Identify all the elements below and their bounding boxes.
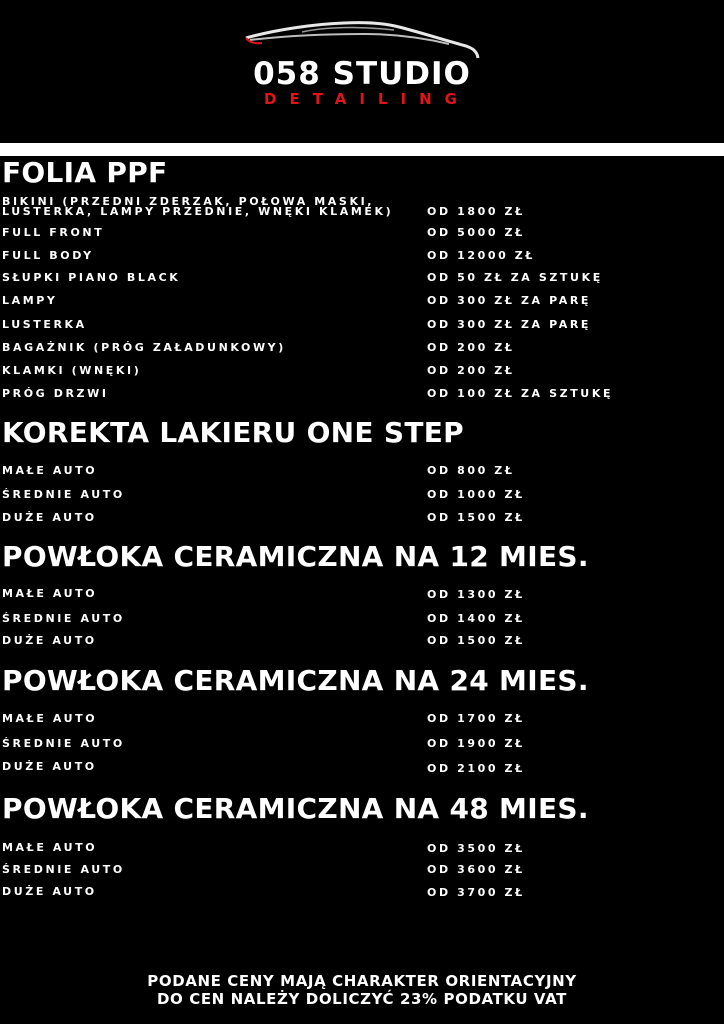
item-price: OD 1900 ZŁ	[427, 737, 525, 750]
item-name: ŚREDNIE AUTO	[2, 612, 125, 625]
item-price: OD 3500 ZŁ	[427, 842, 525, 855]
item-name: BIKINI (PRZEDNI ZDERZAK, POŁOWA MASKI,	[2, 195, 375, 208]
footer-line-1: PODANE CENY MAJĄ CHARAKTER ORIENTACYJNY	[147, 972, 577, 990]
item-name: ŚREDNIE AUTO	[2, 863, 125, 876]
footer-line-2: DO CEN NALEŻY DOLICZYĆ 23% PODATKU VAT	[157, 990, 567, 1008]
item-price: OD 50 ZŁ ZA SZTUKĘ	[427, 271, 603, 284]
item-price: OD 3600 ZŁ	[427, 863, 525, 876]
item-price: OD 12000 ZŁ	[427, 249, 536, 262]
price-list	[0, 156, 724, 1024]
item-name: DUŻE AUTO	[2, 760, 97, 773]
item-price: OD 300 ZŁ ZA PARĘ	[427, 294, 592, 307]
footer-note	[0, 972, 724, 1008]
item-price: OD 1800 ZŁ	[427, 205, 525, 218]
brand-tagline: DETAILING	[264, 90, 470, 108]
brand-name: 058 STUDIO	[253, 56, 471, 92]
item-name: MAŁE AUTO	[2, 841, 98, 854]
header	[0, 0, 724, 143]
item-name: KLAMKI (WNĘKI)	[2, 364, 142, 377]
item-name: ŚREDNIE AUTO	[2, 737, 125, 750]
section-title-folia-ppf: FOLIA PPF	[2, 156, 168, 189]
section-title-ceramic-24: POWŁOKA CERAMICZNA NA 24 MIES.	[2, 664, 589, 697]
item-name: ŚREDNIE AUTO	[2, 488, 125, 501]
item-price: OD 1500 ZŁ	[427, 511, 525, 524]
item-name: MAŁE AUTO	[2, 587, 98, 600]
section-title-ceramic-12: POWŁOKA CERAMICZNA NA 12 MIES.	[2, 540, 589, 573]
item-price: OD 200 ZŁ	[427, 364, 515, 377]
item-name: BAGAŻNIK (PRÓG ZAŁADUNKOWY)	[2, 341, 286, 354]
header-divider	[0, 143, 724, 156]
item-price: OD 1700 ZŁ	[427, 712, 525, 725]
item-name: SŁUPKI PIANO BLACK	[2, 271, 181, 284]
item-name: PRÓG DRZWI	[2, 387, 109, 400]
item-name: DUŻE AUTO	[2, 634, 97, 647]
item-name: MAŁE AUTO	[2, 464, 98, 477]
item-name-continued: LUSTERKA, LAMPY PRZEDNIE, WNĘKI KLAMEK)	[2, 205, 394, 218]
item-price: OD 1000 ZŁ	[427, 488, 525, 501]
item-price: OD 100 ZŁ ZA SZTUKĘ	[427, 387, 614, 400]
item-price: OD 5000 ZŁ	[427, 226, 525, 239]
item-price: OD 1300 ZŁ	[427, 588, 525, 601]
item-name: FULL BODY	[2, 249, 94, 262]
item-price: OD 1400 ZŁ	[427, 612, 525, 625]
section-title-ceramic-48: POWŁOKA CERAMICZNA NA 48 MIES.	[2, 792, 589, 825]
item-price: OD 3700 ZŁ	[427, 886, 525, 899]
item-price: OD 300 ZŁ ZA PARĘ	[427, 318, 592, 331]
item-price: OD 2100 ZŁ	[427, 762, 525, 775]
item-price: OD 800 ZŁ	[427, 464, 515, 477]
item-name: FULL FRONT	[2, 226, 105, 239]
item-name: MAŁE AUTO	[2, 712, 98, 725]
item-name: LUSTERKA	[2, 318, 87, 331]
item-name: DUŻE AUTO	[2, 511, 97, 524]
item-name: LAMPY	[2, 294, 58, 307]
item-price: OD 200 ZŁ	[427, 341, 515, 354]
section-title-korekta: KOREKTA LAKIERU ONE STEP	[2, 416, 464, 449]
item-price: OD 1500 ZŁ	[427, 634, 525, 647]
item-name: DUŻE AUTO	[2, 885, 97, 898]
